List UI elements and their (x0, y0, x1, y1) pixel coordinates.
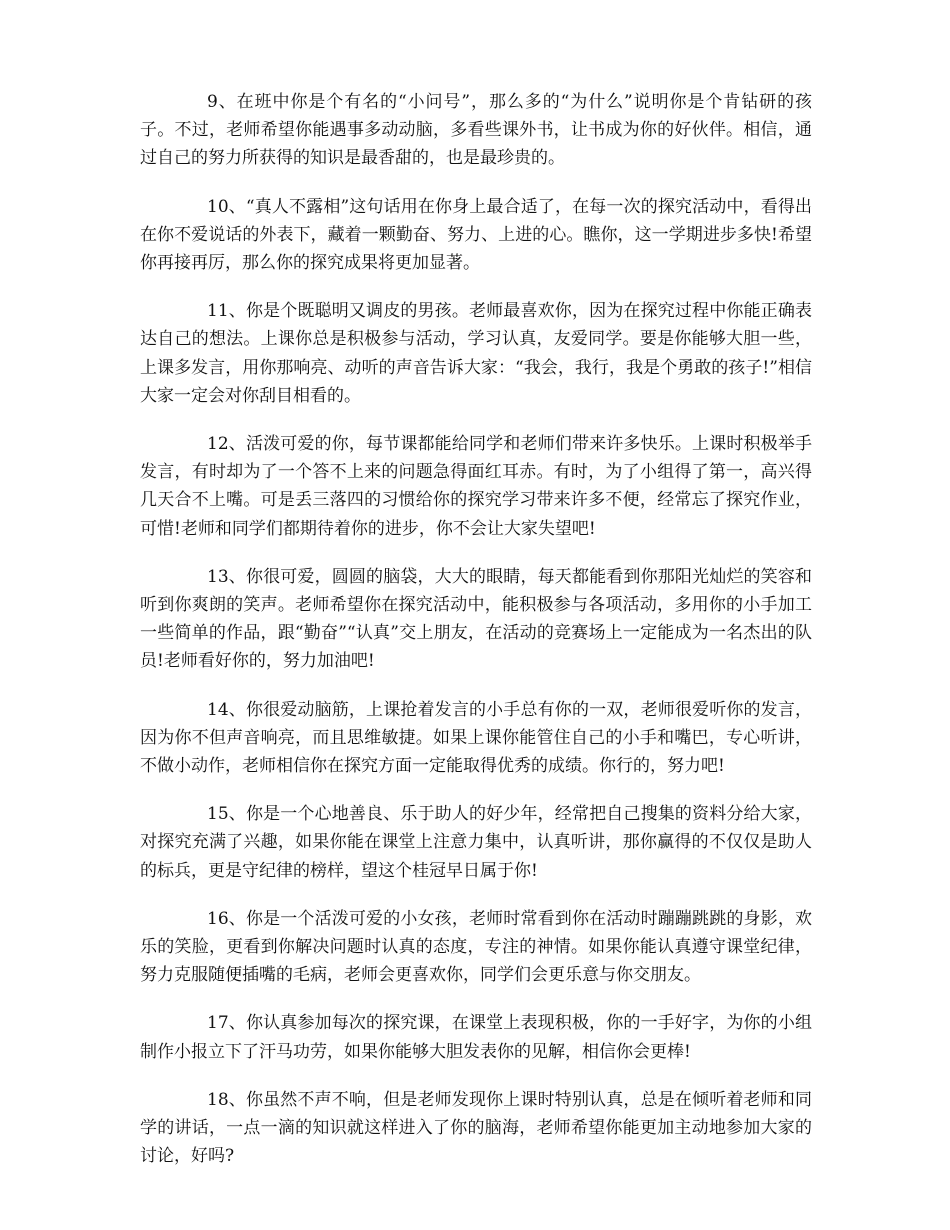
comment-paragraph-9: 9、在班中你是个有名的“小问号”，那么多的“为什么”说明你是个肯钻研的孩子。不过，老师希望你能遇事多动动脑，多看些课外书，让书成为你的好伙伴。相信，通过自己的努力所获得的知识是最香甜的，也是最珍贵的。 (140, 92, 812, 169)
document-page (140, 88, 812, 1191)
comment-paragraph-10: 10、“真人不露相”这句话用在你身上最合适了，在每一次的探究活动中，看得出在你不爱说话的外表下，藏着一颗勤奋、努力、上进的心。瞧你，这一学期进步多快!希望你再接再厉，那么你的探究成果将更加显著。 (140, 196, 812, 274)
comment-paragraph-13: 13、你很可爱，圆圆的脑袋，大大的眼睛，每天都能看到你那阳光灿烂的笑容和听到你爽朗的笑声。老师希望你在探究活动中，能积极参与各项活动，多用你的小手加工一些简单的作品，跟“勤奋”“认真”交上朋友，在活动的竞赛场上一定能成为一名杰出的队员!老师看好你的，努力加油吧! (140, 566, 812, 672)
comment-paragraph-16: 16、你是一个活泼可爱的小女孩，老师时常看到你在活动时蹦蹦跳跳的身影，欢乐的笑脸，更看到你解决问题时认真的态度，专注的神情。如果你能认真遵守课堂纪律，努力克服随便插嘴的毛病，老师会更喜欢你，同学们会更乐意与你交朋友。 (140, 908, 812, 986)
comment-paragraph-15: 15、你是一个心地善良、乐于助人的好少年，经常把自己搜集的资料分给大家，对探究充满了兴趣，如果你能在课堂上注意力集中，认真听讲，那你赢得的不仅仅是助人的标兵，更是守纪律的榜样，望这个桂冠早日属于你! (140, 804, 812, 881)
comment-paragraph-17: 17、你认真参加每次的探究课，在课堂上表现积极，你的一手好字，为你的小组制作小报立下了汗马功劳，如果你能够大胆发表你的见解，相信你会更棒! (140, 1013, 812, 1062)
comment-paragraph-14: 14、你很爱动脑筋，上课抢着发言的小手总有你的一双，老师很爱听你的发言，因为你不但声音响亮，而且思维敏捷。如果上课你能管住自己的小手和嘴巴，专心听讲，不做小动作，老师相信你在探究方面一定能取得优秀的成绩。你行的，努力吧! (140, 699, 812, 777)
comment-paragraph-12: 12、活泼可爱的你，每节课都能给同学和老师们带来许多快乐。上课时积极举手发言，有时却为了一个答不上来的问题急得面红耳赤。有时，为了小组得了第一，高兴得几天合不上嘴。可是丢三落四的习惯给你的探究学习带来许多不便，经常忘了探究作业，可惜!老师和同学们都期待着你的进步，你不会让大家失望吧! (140, 434, 812, 539)
comment-paragraph-11: 11、你是个既聪明又调皮的男孩。老师最喜欢你，因为在探究过程中你能正确表达自己的想法。上课你总是积极参与活动，学习认真，友爱同学。要是你能够大胆一些，上课多发言，用你那响亮、动听的声音告诉大家：“我会，我行，我是个勇敢的孩子!”相信大家一定会对你刮目相看的。 (140, 301, 812, 406)
comment-paragraph-18: 18、你虽然不声不响，但是老师发现你上课时特别认真，总是在倾听着老师和同学的讲话，一点一滴的知识就这样进入了你的脑海，老师希望你能更加主动地参加大家的讨论，好吗? (140, 1089, 812, 1167)
